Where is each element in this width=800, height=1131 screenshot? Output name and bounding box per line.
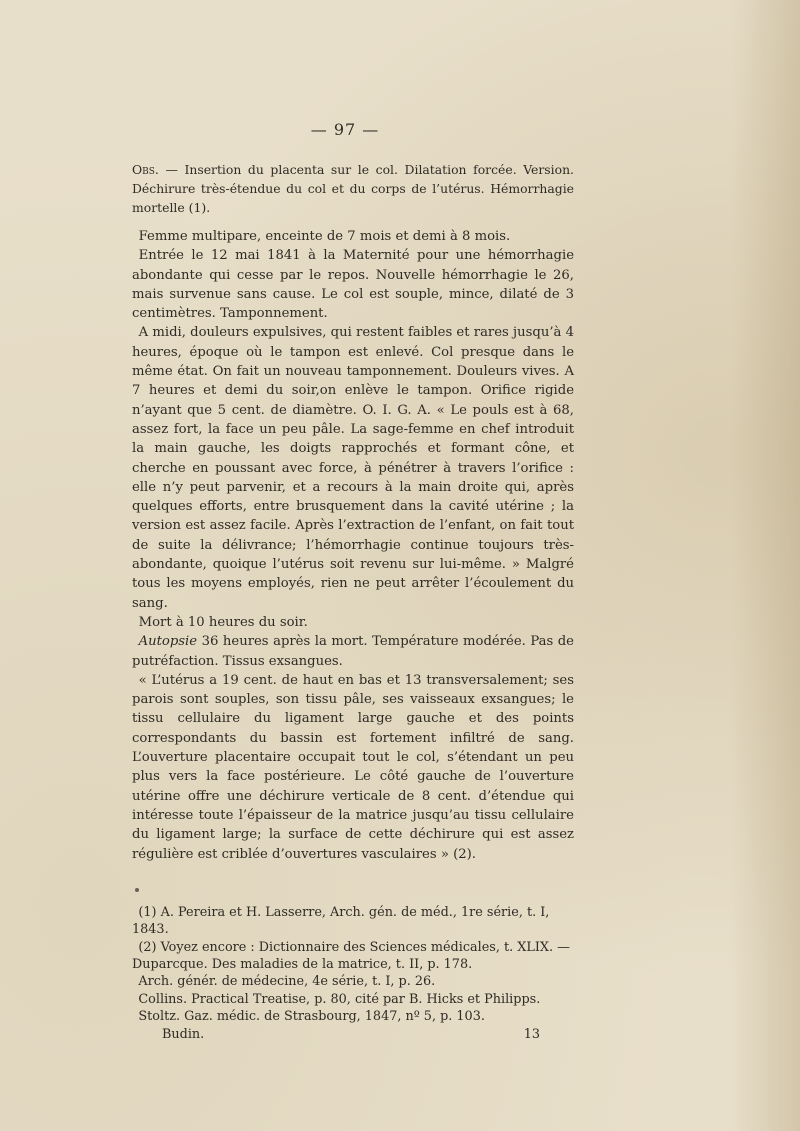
footnote: (1) A. Pereira et H. Lasserre, Arch. gén. de méd., 1re série, t. I, 1843.: [132, 904, 550, 938]
paragraph: Entrée le 12 mai 1841 à la Maternité pour une hémorrhagie abondante qui cesse par le repos. Nouvelle hémorrhagie le 26, mais survenue sans cause. Le col est souple, mince, dilaté de 3 centimètres. Tamponnement.: [132, 248, 574, 322]
observation-title-text: — Insertion du placenta sur le col. Dilatation forcée. Version. Déchirure très-étendue du col et du corps de l’utérus. Hémorrhagie mortelle (1).: [132, 162, 574, 215]
signature-row: [132, 1026, 574, 1043]
footnote: Collins. Practical Treatise, p. 80, cité par B. Hicks et Philipps.: [138, 991, 541, 1007]
footnote: Stoltz. Gaz. médic. de Strasbourg, 1847, nº 5, p. 103.: [138, 1009, 485, 1025]
footnotes: [132, 904, 574, 1026]
observation-title: [132, 160, 574, 217]
autopsy-label: Autopsie: [138, 634, 198, 650]
page-number: — 97 —: [310, 120, 380, 139]
footnote: (2) Voyez encore : Dictionnaire des Sciences médicales, t. XLIX. — Duparcque. Des maladies de la matrice, t. II, p. 178.: [132, 939, 570, 973]
signature-sheet-number: 13: [523, 1026, 540, 1042]
page-edge-stain: [730, 0, 800, 1131]
paragraph: Femme multipare, enceinte de 7 mois et demi à 8 mois.: [138, 229, 511, 244]
autopsy-text: 36 heures après la mort. Température modérée. Pas de putréfaction. Tissus exsangues.: [132, 634, 574, 669]
autopsy-paragraph: [132, 632, 574, 671]
observation-label: Obs.: [132, 162, 159, 177]
paragraph: Mort à 10 heures du soir.: [138, 614, 308, 630]
autopsy-quote: « L’utérus a 19 cent. de haut en bas et 13 transversalement; ses parois sont souples, son tissu pâle, ses vaisseaux exsangues; le tissu cellulaire du ligament large gauche et des points correspondants du bassin est fortement infiltré de sang. L’ouverture placentaire occupait tout le col, s’étendant un peu plus vers la face postérieure. Le côté gauche de l’ouverture utérine offre une déchirure verticale de 8 cent. d’étendue qui intéresse toute l’épaisseur de la matrice jusqu’au tissu cellulaire du ligament large; la surface de cette déchirure qui est assez régulière est criblée d’ouvertures vasculaires » (2).: [132, 672, 574, 862]
body-text: [132, 160, 574, 1043]
footnote-separator: [135, 888, 139, 892]
paragraph: A midi, douleurs expulsives, qui restent faibles et rares jusqu’à 4 heures, époque où le tampon est enlevé. Col presque dans le même état. On fait un nouveau tamponnement. Douleurs vives. A 7 heures et demi du soir,on enlève le tampon. Orifice rigide n’ayant que 5 cent. de diamètre. O. I. G. A. « Le pouls est à 68, assez fort, la face un peu pâle. La sage-femme en chef introduit la main gauche, les doigts rapprochés et formant cône, et cherche en poussant avec force, à pénétrer à travers l’orifice : elle n’y peut parvenir, et a recours à la main droite qui, après quelques efforts, entre brusquement dans la cavité utérine ; la version est assez facile. Après l’extraction de l’enfant, on fait tout de suite la délivrance; l’hémorrhagie continue toujours très-abondante, quoique l’utérus soit revenu sur lui-même. » Malgré tous les moyens employés, rien ne peut arrêter l’écoulement du sang.: [132, 325, 574, 611]
footnote: Arch. génér. de médecine, 4e série, t. I, p. 26.: [138, 974, 436, 990]
signature-author: Budin.: [162, 1026, 205, 1042]
